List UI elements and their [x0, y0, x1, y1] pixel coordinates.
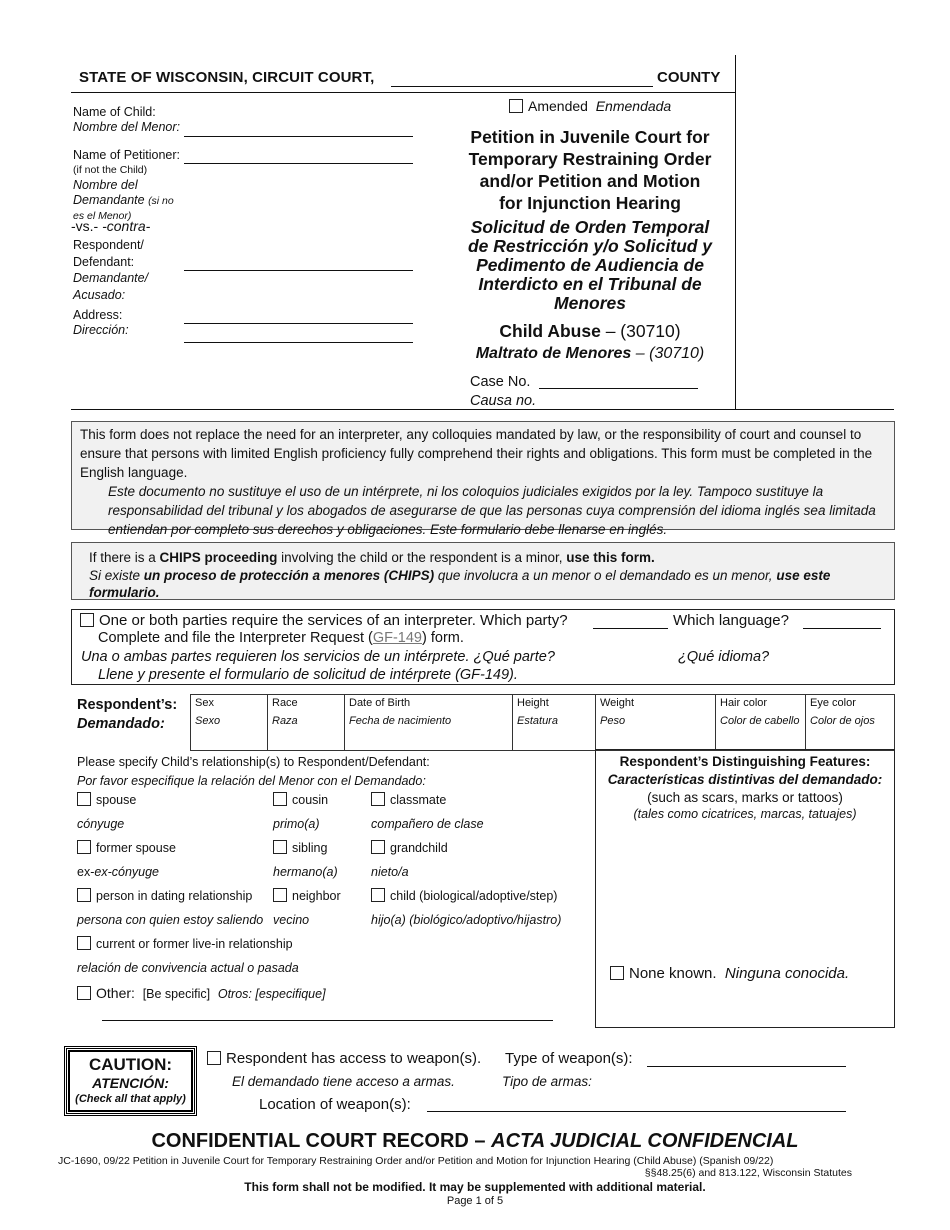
which-party-field[interactable] — [593, 628, 668, 629]
child-es: hijo(a) (biológico/adoptivo/hijastro) — [371, 913, 562, 927]
county-label: COUNTY — [657, 69, 721, 86]
other-specify-field[interactable] — [102, 1020, 553, 1021]
livein-es: relación de convivencia actual o pasada — [77, 961, 299, 975]
none-known-checkbox[interactable] — [610, 966, 624, 980]
race-cell[interactable]: Race Raza — [268, 695, 345, 751]
neighbor-es: vecino — [273, 913, 310, 927]
grandchild-es: nieto/a — [371, 865, 409, 879]
language-question-es: ¿Qué idioma? — [678, 649, 770, 665]
child-name-label: Name of Child: Nombre del Menor: — [73, 105, 180, 134]
caution-badge: CAUTION: ATENCIÓN: (Check all that apply) — [64, 1046, 197, 1116]
dating-checkbox[interactable] — [77, 888, 91, 902]
spouse-es: cónyuge — [77, 817, 125, 831]
former-spouse-option: former spouse — [77, 840, 176, 855]
petitioner-name-field[interactable] — [184, 163, 413, 164]
chips-notice: If there is a CHIPS proceeding involving the child or the respondent is a minor, use this form. Si existe un proceso de protección a menores (CHIPS) que involucra a un menor o el demandado es un menor, use este formulario. — [71, 542, 895, 600]
sibling-es: hermano(a) — [273, 865, 338, 879]
interpreter-notice: This form does not replace the need for an interpreter, any colloquies mandated by law, or the responsibility of court and counsel to ensure that persons with limited English proficiency fully comprehend their rights and obligations. This form must be completed in the English language. Este documento no sustituye el uso de un intérprete, ni los coloquios judiciales exigidos por la ley. Tampoco sustituye la responsabilidad del tribunal y los abogados de asegurarse de que las personas cuya comprensión del idioma inglés sea limitada entiendan por completo sus derechos y obligaciones. Este formulario debe llenarse en inglés. — [71, 421, 895, 530]
former-spouse-es: ex-ex-cónyuge — [77, 865, 159, 879]
none-known-option: None known. Ninguna conocida. — [610, 965, 849, 982]
eye-color-cell[interactable]: Eye color Color de ojos — [806, 695, 895, 751]
weapon-access-option: Respondent has access to weapon(s). — [207, 1050, 481, 1067]
sibling-checkbox[interactable] — [273, 840, 287, 854]
spouse-checkbox[interactable] — [77, 792, 91, 806]
county-name-field[interactable] — [391, 86, 653, 87]
weapon-access-es: El demandado tiene acceso a armas. — [232, 1074, 455, 1089]
form-title: Petition in Juvenile Court for Temporary Restraining Order and/or Petition and Motion for Injunction Hearing Solicitud de Orden Temporal de Restricción y/o Solicitud y Pedimento de Audiencia de Interdicto en el Tribunal de Menores Child Abuse – (30710) Maltrato de Menores – (30710) — [467, 127, 713, 362]
form-id: JC-1690, 09/22 Petition in Juvenile Court for Temporary Restraining Order and/or Petition and Motion for Injunction Hearing (Child Abuse) (Spanish 09/22) — [58, 1155, 774, 1167]
dating-es: persona con quien estoy saliendo — [77, 913, 264, 927]
weapon-type-es: Tipo de armas: — [502, 1074, 592, 1089]
weapon-access-checkbox[interactable] — [207, 1051, 221, 1065]
interpreter-request-line: Complete and file the Interpreter Request (GF-149) form. — [98, 630, 464, 646]
neighbor-checkbox[interactable] — [273, 888, 287, 902]
cousin-option: cousin — [273, 792, 328, 807]
weapon-type-field[interactable] — [647, 1066, 846, 1067]
which-language-label: Which language? — [673, 612, 789, 629]
cousin-checkbox[interactable] — [273, 792, 287, 806]
respondent-label: Respondent/ Defendant: Demandante/ Acusado: — [73, 238, 149, 302]
weapon-location-label: Location of weapon(s): — [259, 1096, 411, 1113]
interpreter-request-es: Llene y presente el formulario de solicitud de intérprete (GF-149). — [98, 667, 518, 683]
classmate-checkbox[interactable] — [371, 792, 385, 806]
address-field-2[interactable] — [184, 342, 413, 343]
relationship-prompt: Please specify Child’s relationship(s) to Respondent/Defendant: Por favor especifique la relación del Menor con el Demandado: — [77, 755, 430, 788]
interpreter-section: One or both parties require the services of an interpreter. Which party? Which language? Complete and file the Interpreter Request (GF-149) form. Una o ambas partes requieren los servicios de un intérprete. ¿Qué parte? ¿Qué idioma? Llene y presente el formulario de solicitud de intérprete (GF-149). — [71, 609, 895, 685]
hair-color-cell[interactable]: Hair color Color de cabello — [716, 695, 806, 751]
respondent-description-table — [190, 694, 895, 751]
sex-cell[interactable]: Sex Sexo — [191, 695, 268, 751]
amended-checkbox[interactable] — [509, 99, 523, 113]
former-spouse-checkbox[interactable] — [77, 840, 91, 854]
classmate-option: classmate — [371, 792, 446, 807]
statutes-reference: §§48.25(6) and 813.122, Wisconsin Statutes — [644, 1167, 852, 1179]
child-option: child (biological/adoptive/step) — [371, 888, 557, 903]
distinguishing-features-box[interactable]: Respondent’s Distinguishing Features: Características distintivas del demandado: (such as scars, marks or tattoos) (tales como cicatrices, marcas, tatuajes) None known. Ninguna conocida. — [595, 749, 895, 1028]
amended-checkbox-row: Amended Enmendada — [509, 98, 671, 114]
child-name-field[interactable] — [184, 136, 413, 137]
address-field-1[interactable] — [184, 323, 413, 324]
classmate-es: compañero de clase — [371, 817, 484, 831]
modification-warning: This form shall not be modified. It may be supplemented with additional material. — [244, 1180, 706, 1194]
gf-149-link[interactable]: GF-149 — [372, 630, 423, 646]
dating-option: person in dating relationship — [77, 888, 252, 903]
court-state-label: STATE OF WISCONSIN, CIRCUIT COURT, — [79, 69, 375, 86]
weapon-location-field[interactable] — [427, 1111, 846, 1112]
grandchild-option: grandchild — [371, 840, 448, 855]
case-number-label: Case No. Causa no. — [470, 374, 537, 409]
sibling-option: sibling — [273, 840, 327, 855]
date-of-birth-cell[interactable]: Date of Birth Fecha de nacimiento — [345, 695, 513, 751]
other-checkbox[interactable] — [77, 986, 91, 1000]
respondent-name-field[interactable] — [184, 270, 413, 271]
other-option: Other: [Be specific] Otros: [especifique] — [77, 985, 326, 1001]
weight-cell[interactable]: Weight Peso — [596, 695, 716, 751]
versus-label: -vs.- -contra- — [71, 218, 151, 234]
interpreter-question-es: Una o ambas partes requieren los servicios de un intérprete. ¿Qué parte? — [81, 649, 555, 665]
header-rule — [71, 92, 735, 93]
address-label: Address: Dirección: — [73, 308, 129, 337]
cousin-es: primo(a) — [273, 817, 320, 831]
which-language-field[interactable] — [803, 628, 881, 629]
weapon-type-label: Type of weapon(s): — [505, 1050, 633, 1067]
height-cell[interactable]: Height Estatura — [513, 695, 596, 751]
grandchild-checkbox[interactable] — [371, 840, 385, 854]
child-checkbox[interactable] — [371, 888, 385, 902]
spouse-option: spouse — [77, 792, 136, 807]
case-number-field[interactable] — [539, 388, 698, 389]
livein-option: current or former live-in relationship — [77, 936, 293, 951]
interpreter-checkbox[interactable] — [80, 613, 94, 627]
respondent-table-label: Respondent’s: Demandado: — [77, 697, 178, 732]
page-number: Page 1 of 5 — [446, 1195, 504, 1207]
petitioner-label: Name of Petitioner: (if not the Child) Nombre del Demandante (si no es el Menor) — [73, 148, 180, 222]
livein-checkbox[interactable] — [77, 936, 91, 950]
neighbor-option: neighbor — [273, 888, 341, 903]
confidential-banner: CONFIDENTIAL COURT RECORD – ACTA JUDICIAL CONFIDENCIAL — [151, 1130, 799, 1152]
